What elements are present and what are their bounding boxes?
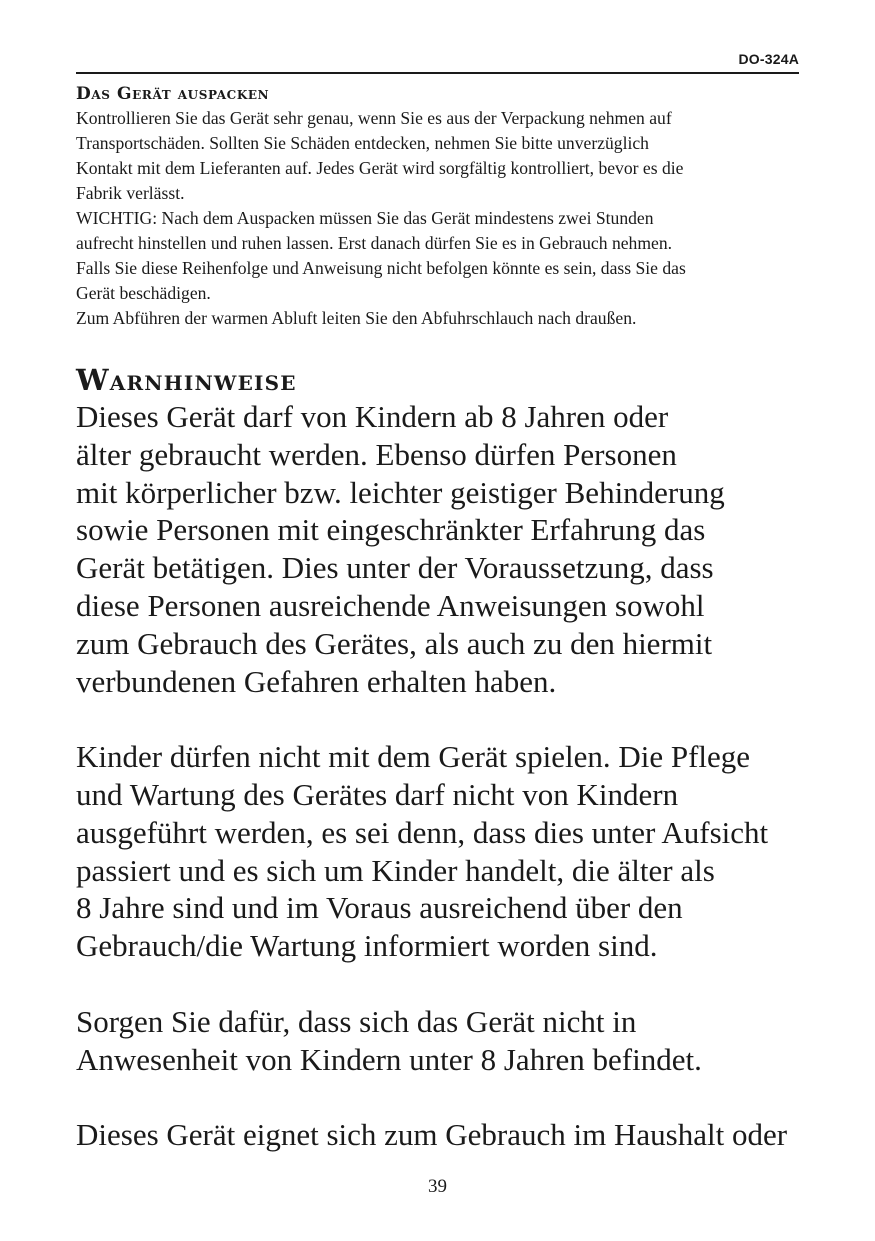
warnings-paragraph: Sorgen Sie dafür, dass sich das Gerät nicht in Anwesenheit von Kindern unter 8 Jahren befindet. bbox=[76, 1003, 702, 1077]
unpacking-important-paragraph: WICHTIG: Nach dem Auspacken müssen Sie das Gerät mindestens zwei Stunden aufrecht hinstellen und ruhen lassen. Erst danach dürfen Sie es in Gebrauch nehmen. Falls Sie diese Reihenfolge und Anweisung nicht befolgen könnte es sein, dass Sie das Gerät beschädigen. bbox=[76, 208, 686, 303]
unpacking-exhaust-paragraph: Zum Abführen der warmen Abluft leiten Sie den Abfuhrschlauch nach draußen. bbox=[76, 308, 637, 328]
unpacking-paragraph: Kontrollieren Sie das Gerät sehr genau, wenn Sie es aus der Verpackung nehmen auf Transportschäden. Sollten Sie Schäden entdecken, nehmen Sie bitte unverzüglich Kontakt mit dem Lieferanten auf. Jedes Gerät wird sorgfältig kontrolliert, bevor es die Fabrik verlässt. bbox=[76, 108, 684, 203]
model-code: DO-324A bbox=[738, 51, 799, 67]
warnings-paragraph: Dieses Gerät eignet sich zum Gebrauch im Haushalt oder bbox=[76, 1117, 788, 1153]
warnings-heading: Warnhinweise bbox=[76, 363, 297, 397]
page-number: 39 bbox=[428, 1176, 447, 1197]
header-divider bbox=[76, 72, 799, 74]
unpacking-heading: Das Gerät auspacken bbox=[76, 84, 270, 104]
unpacking-section bbox=[76, 84, 806, 331]
warnings-paragraph: Kinder dürfen nicht mit dem Gerät spielen. Die Pflege und Wartung des Gerätes darf nicht von Kindern ausgeführt werden, es sei denn, dass dies unter Aufsicht passiert und es sich um Kinder handelt, die älter als 8 Jahre sind und im Voraus ausreichend über den Gebrauch/die Wartung informiert worden sind. bbox=[76, 739, 769, 964]
warnings-section bbox=[76, 362, 806, 1154]
warnings-paragraph: Dieses Gerät darf von Kindern ab 8 Jahren oder älter gebraucht werden. Ebenso dürfen Personen mit körperlicher bzw. leichter geistiger Behinderung sowie Personen mit eingeschränkter Erfahrung das Gerät betätigen. Dies unter der Voraussetzung, dass diese Personen ausreichende Anweisungen sowohl zum Gebrauch des Gerätes, als auch zu den hiermit verbundenen Gefahren erhalten haben. bbox=[76, 399, 725, 699]
